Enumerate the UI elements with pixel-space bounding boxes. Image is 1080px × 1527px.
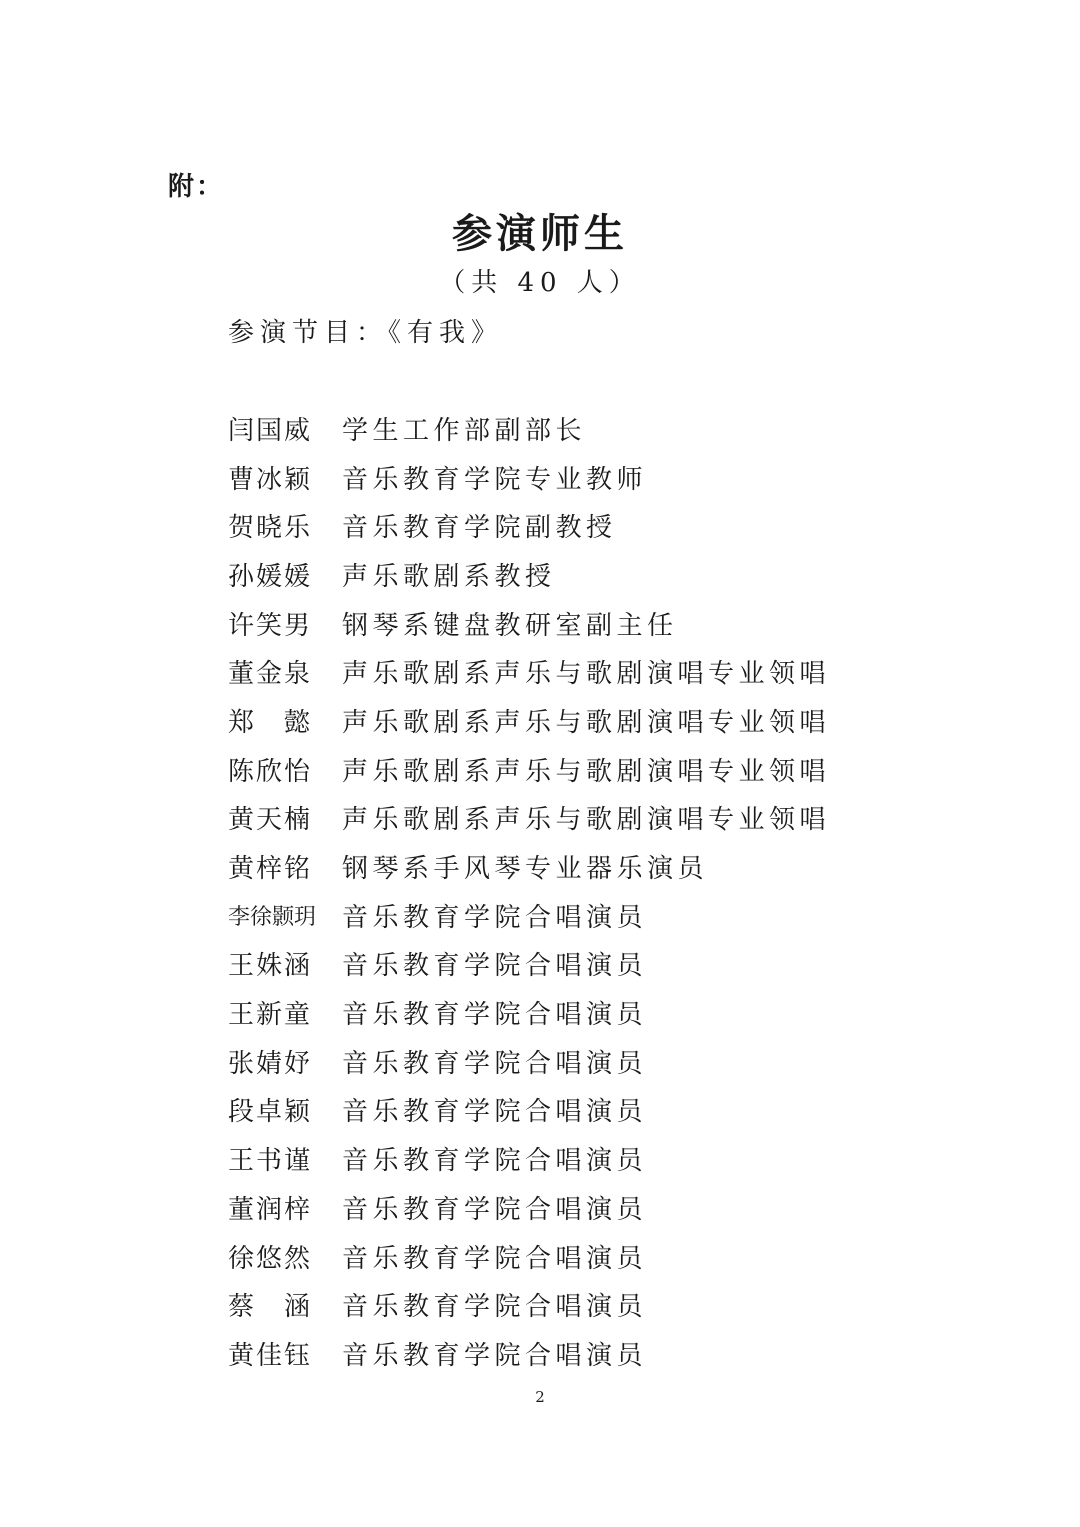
page-title: 参演师生 — [452, 211, 628, 257]
roster-row — [228, 1134, 928, 1183]
roster-row — [228, 550, 928, 599]
roster-row — [228, 940, 928, 989]
roster-row — [228, 988, 928, 1037]
person-role: 声乐歌剧系声乐与歌剧演唱专业领唱 — [342, 707, 831, 738]
person-name: 黄天楠 — [228, 805, 310, 836]
roster-row — [228, 891, 928, 940]
person-role: 音乐教育学院合唱演员 — [342, 1048, 648, 1079]
person-role: 音乐教育学院副教授 — [342, 513, 617, 544]
roster-row — [228, 794, 928, 843]
roster-row — [228, 1280, 928, 1329]
person-role: 声乐歌剧系教授 — [342, 561, 556, 592]
person-name: 黄梓铭 — [228, 854, 310, 885]
person-role: 音乐教育学院合唱演员 — [342, 1097, 648, 1128]
roster-row — [228, 1037, 928, 1086]
roster-row — [228, 404, 928, 453]
person-role: 声乐歌剧系声乐与歌剧演唱专业领唱 — [342, 756, 831, 787]
person-role: 音乐教育学院合唱演员 — [342, 1340, 648, 1371]
person-name: 王姝涵 — [228, 951, 310, 982]
person-name: 蔡 涵 — [228, 1292, 310, 1323]
person-name: 王新童 — [228, 1000, 310, 1031]
person-role: 音乐教育学院合唱演员 — [342, 1292, 648, 1323]
attachment-label: 附： — [168, 172, 225, 202]
person-role: 声乐歌剧系声乐与歌剧演唱专业领唱 — [342, 805, 831, 836]
person-role: 音乐教育学院合唱演员 — [342, 1194, 648, 1225]
person-role: 学生工作部副部长 — [342, 415, 587, 446]
person-name: 张婧妤 — [228, 1048, 310, 1079]
participant-count: （共 40 人） — [439, 268, 641, 298]
person-name: 孙媛媛 — [228, 561, 310, 592]
roster-row — [228, 696, 928, 745]
roster-row — [228, 1329, 928, 1378]
person-name: 陈欣怡 — [228, 756, 310, 787]
roster-row — [228, 842, 928, 891]
person-role: 音乐教育学院合唱演员 — [342, 1000, 648, 1031]
person-name: 贺晓乐 — [228, 513, 310, 544]
person-name: 黄佳钰 — [228, 1340, 310, 1371]
person-name: 曹冰颖 — [228, 464, 310, 495]
person-role: 音乐教育学院合唱演员 — [342, 1243, 648, 1274]
person-name: 徐悠然 — [228, 1243, 310, 1274]
roster-row — [228, 453, 928, 502]
person-role: 钢琴系手风琴专业器乐演员 — [342, 854, 709, 885]
person-name: 郑 懿 — [228, 707, 310, 738]
roster-row — [228, 599, 928, 648]
person-role: 声乐歌剧系声乐与歌剧演唱专业领唱 — [342, 659, 831, 690]
roster-row — [228, 1232, 928, 1281]
roster-row — [228, 647, 928, 696]
program-line: 参演节目：《有我》 — [228, 318, 504, 348]
roster-row — [228, 1086, 928, 1135]
person-role: 音乐教育学院合唱演员 — [342, 902, 648, 933]
person-name: 许笑男 — [228, 610, 310, 641]
person-name: 董金泉 — [228, 659, 310, 690]
person-role: 音乐教育学院专业教师 — [342, 464, 648, 495]
person-role: 钢琴系键盘教研室副主任 — [342, 610, 678, 641]
person-name: 王书谨 — [228, 1146, 310, 1177]
roster-list — [228, 404, 928, 1378]
person-name: 闫国威 — [228, 415, 310, 446]
page-number: 2 — [535, 1388, 545, 1406]
person-name: 董润梓 — [228, 1194, 310, 1225]
person-role: 音乐教育学院合唱演员 — [342, 1146, 648, 1177]
roster-row — [228, 501, 928, 550]
person-role: 音乐教育学院合唱演员 — [342, 951, 648, 982]
person-name: 段卓颖 — [228, 1097, 310, 1128]
roster-row — [228, 1183, 928, 1232]
person-name: 李徐颢玥 — [228, 904, 317, 930]
roster-row — [228, 745, 928, 794]
